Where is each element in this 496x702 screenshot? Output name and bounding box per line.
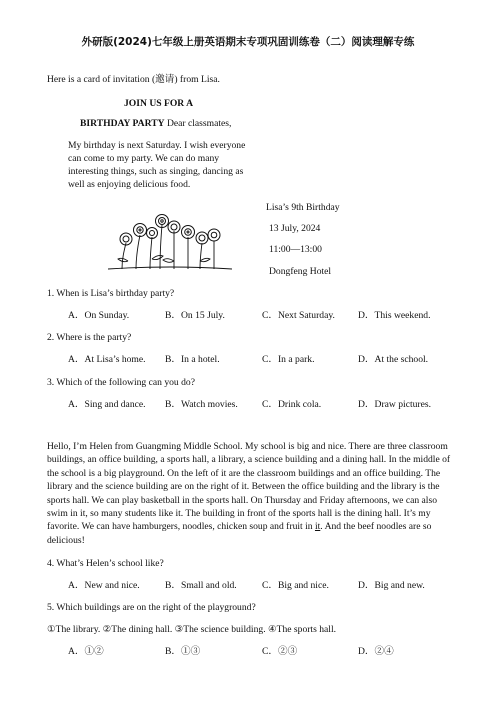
passage1-intro: Here is a card of invitation (邀请) from Lisa.: [47, 74, 220, 85]
q1-option-a[interactable]: A．On Sunday.: [68, 310, 130, 321]
underlined-word: it: [314, 521, 321, 533]
question-3: 3. Which of the following can you do?: [47, 377, 195, 388]
card-heading-1: JOIN US FOR A: [124, 98, 194, 109]
q4-option-c[interactable]: C．Big and nice.: [262, 580, 329, 591]
q4-option-d[interactable]: D．Big and new.: [358, 580, 425, 591]
q3-option-b[interactable]: B．Watch movies.: [165, 399, 238, 410]
q5-choices-line: ①The library. ②The dining hall. ③The science building. ④The sports hall.: [47, 624, 337, 635]
card-heading-2: BIRTHDAY PARTY: [80, 118, 165, 129]
q4-option-a[interactable]: A．New and nice.: [68, 580, 140, 591]
question-5: 5. Which buildings are on the right of the playground?: [47, 602, 256, 613]
page-title: 外研版(2024)七年级上册英语期末专项巩固训练卷（二）阅读理解专练: [81, 36, 415, 48]
q2-option-b[interactable]: B．In a hotel.: [165, 354, 220, 365]
q2-option-a[interactable]: A．At Lisa’s home.: [68, 354, 146, 365]
q5-option-c[interactable]: C．②③: [262, 646, 298, 657]
question-2: 2. Where is the party?: [47, 332, 132, 343]
card-body-line: well as enjoying delicious food.: [68, 179, 191, 190]
card-detail-place: Dongfeng Hotel: [269, 266, 332, 277]
q5-option-b[interactable]: B．①③: [165, 646, 201, 657]
card-heading-line: [80, 117, 231, 130]
q3-option-c[interactable]: C．Drink cola.: [262, 399, 322, 410]
q1-option-c[interactable]: C．Next Saturday.: [262, 310, 335, 321]
q4-option-b[interactable]: B．Small and old.: [165, 580, 237, 591]
passage2-text-start: Hello, I’m Helen from Guangming Middle School. My school is big and nice. There are three classroom buildings, an office building, a sports hall, a library, a science building and a dining hall. In the middle of the school is a big playground. On the left of it are the classroom buildings and an office building. The library and the science building are on the right of it. Between the office building and the library is the sports hall. We can play basketball in the sports hall. On Thursday and Friday afternoons, we can also swim in it, so many students like it. The building in front of the sports hall is the dining hall. It’s my favorite. We can have hamburgers, noodles, chicken soup and fruit in: [47, 441, 451, 533]
q1-option-d[interactable]: D．This weekend.: [358, 310, 431, 321]
question-1: 1. When is Lisa’s birthday party?: [47, 288, 175, 299]
q3-option-d[interactable]: D．Draw pictures.: [358, 399, 431, 410]
flowers-illustration: [108, 213, 232, 271]
q5-option-a[interactable]: A．①②: [68, 646, 104, 657]
card-greeting: Dear classmates,: [166, 118, 232, 129]
card-body-line: interesting things, such as singing, dancing as: [68, 166, 244, 177]
card-body-line: My birthday is next Saturday. I wish everyone: [68, 140, 246, 151]
q1-option-b[interactable]: B．On 15 July.: [165, 310, 225, 321]
q5-option-d[interactable]: D．②④: [358, 646, 394, 657]
q2-option-c[interactable]: C．In a park.: [262, 354, 315, 365]
q3-option-a[interactable]: A．Sing and dance.: [68, 399, 146, 410]
question-4: 4. What’s Helen’s school like?: [47, 558, 164, 569]
passage2-text-end: . And the beef noodles are so delicious!: [47, 521, 432, 546]
card-body-line: can come to my party. We can do many: [68, 153, 220, 164]
q2-option-d[interactable]: D．At the school.: [358, 354, 429, 365]
passage2-text: [47, 440, 457, 547]
card-detail-name: Lisa’s 9th Birthday: [266, 202, 340, 213]
card-detail-time: 11:00—13:00: [269, 244, 322, 255]
card-detail-date: 13 July, 2024: [269, 223, 321, 234]
